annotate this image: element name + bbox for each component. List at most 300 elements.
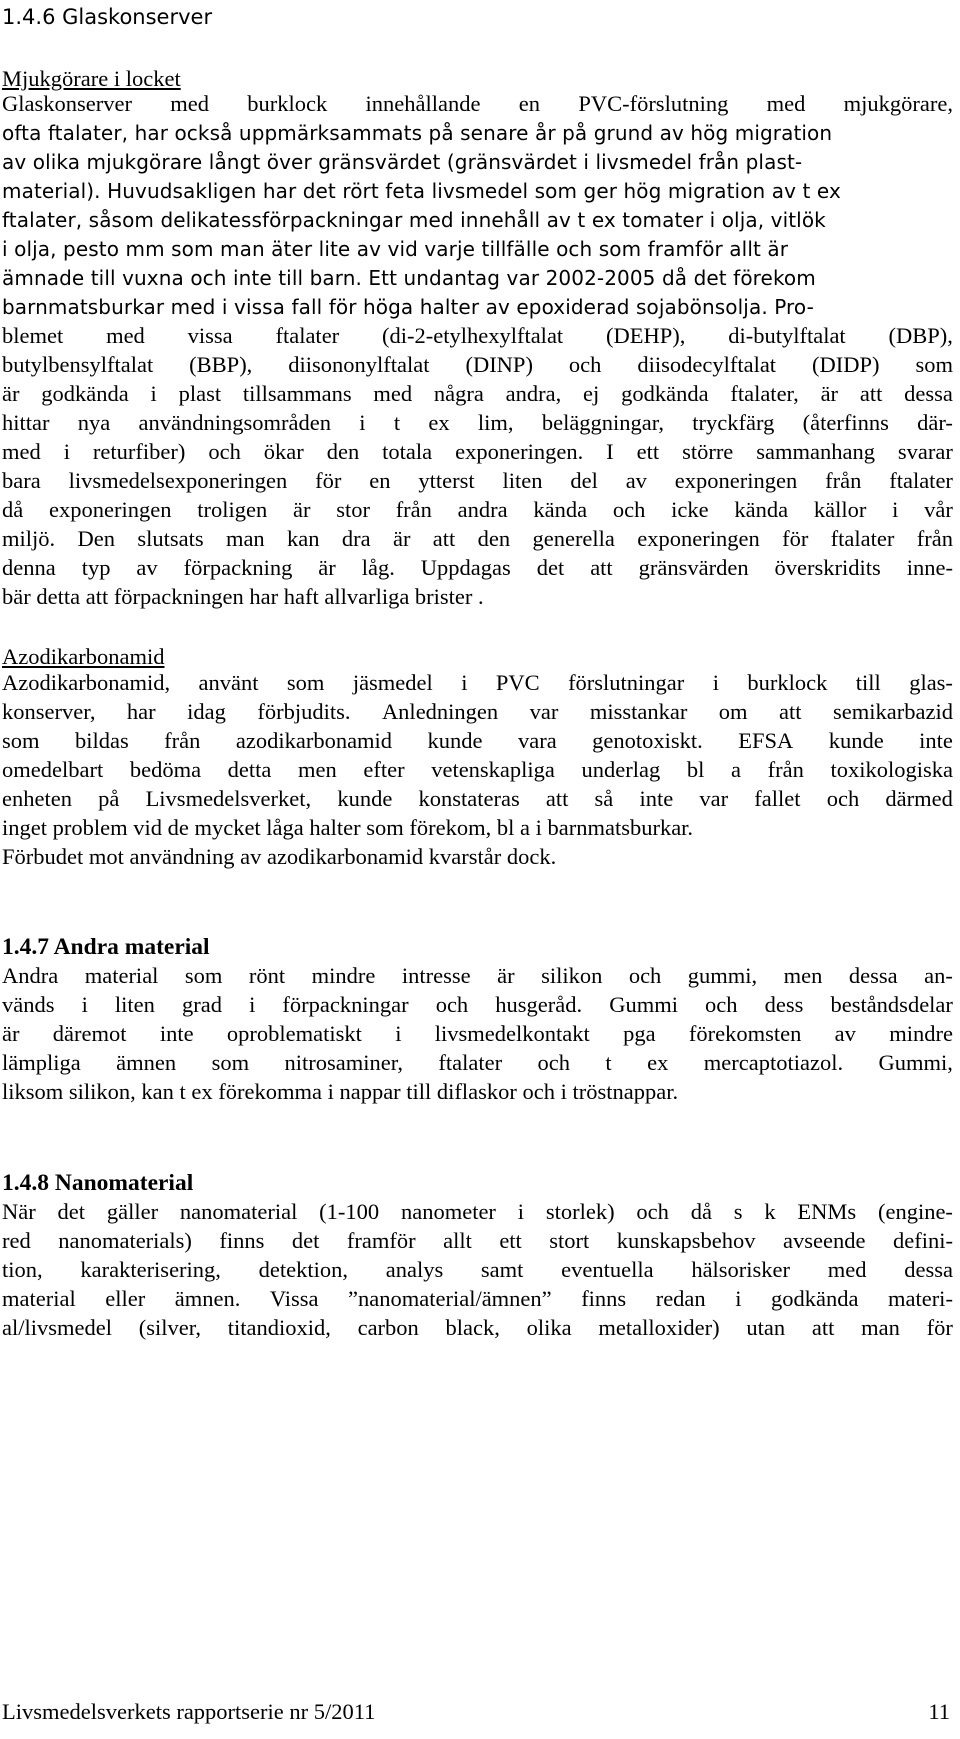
word: är <box>2 1021 20 1046</box>
word: efter <box>363 757 405 782</box>
word: silikon <box>541 963 603 988</box>
word: från <box>164 728 201 753</box>
word: dessa <box>904 381 953 406</box>
word: analys <box>385 1257 444 1282</box>
word: för <box>782 526 809 551</box>
word: bedöma <box>129 757 202 782</box>
word: exponeringen <box>49 497 172 522</box>
word: jäsmedel <box>352 670 433 695</box>
word: (1-100 <box>319 1199 380 1224</box>
word: avseende <box>783 1228 866 1253</box>
word: av <box>834 1021 856 1046</box>
text-line: i olja, pesto mm som man äter lite av vid varje tillfälle och som framför allt är <box>2 237 789 261</box>
word: intresse <box>401 963 471 988</box>
word: lämpliga <box>2 1050 81 1075</box>
word: ftalater <box>438 1050 503 1075</box>
word: inne- <box>906 555 953 580</box>
word: innehållande <box>365 91 481 116</box>
subheading-mjukgorare: Mjukgörare i locket <box>2 66 181 91</box>
word: där- <box>917 410 953 435</box>
word: i <box>249 992 256 1017</box>
word: ftalater <box>889 468 953 493</box>
word: finns <box>581 1286 627 1311</box>
word: som <box>2 728 40 753</box>
text-line <box>2 437 953 467</box>
word: i <box>395 1021 402 1046</box>
word: kända <box>533 497 588 522</box>
word: inte <box>639 786 674 811</box>
word: troligen <box>197 497 268 522</box>
word: Uppdagas <box>420 555 511 580</box>
word: som <box>211 1050 250 1075</box>
word: returfiber) <box>92 439 186 464</box>
word: är <box>820 381 839 406</box>
text-line: ämnade till vuxna och inte till barn. Ett undantag var 2002-2005 då det förekom <box>2 266 816 290</box>
word: exponeringen. <box>455 439 584 464</box>
word: godkända <box>770 1286 859 1311</box>
word: och <box>705 992 738 1017</box>
word: några <box>433 381 484 406</box>
word: tillsammans <box>242 381 352 406</box>
word: t <box>393 410 401 435</box>
word: grad <box>182 992 222 1017</box>
text-line <box>2 553 953 583</box>
word: men <box>783 963 823 988</box>
word: kunde <box>427 728 483 753</box>
word: på <box>98 786 120 811</box>
word: och <box>208 439 241 464</box>
word: ex <box>428 410 450 435</box>
word: a <box>730 757 741 782</box>
word: (silver, <box>138 1315 201 1340</box>
word: nya <box>77 410 111 435</box>
word: källor <box>813 497 867 522</box>
word: an- <box>924 963 953 988</box>
word: Anledningen <box>381 699 499 724</box>
section-heading-1-4-8: 1.4.8 Nanomaterial <box>2 1170 194 1196</box>
word: då <box>690 1199 712 1224</box>
word: ämnen. <box>174 1286 241 1311</box>
word: hittar <box>2 410 50 435</box>
word: (di-2-etylhexylftalat <box>382 323 564 348</box>
word: beståndsdelar <box>830 992 953 1017</box>
word: ENMs <box>797 1199 857 1224</box>
text-line <box>2 321 953 351</box>
word: gäller <box>106 1199 159 1224</box>
word: Gummi, <box>878 1050 953 1075</box>
text-line <box>2 408 953 438</box>
word: totala <box>382 439 433 464</box>
word: samt <box>480 1257 524 1282</box>
text-line: ftalater, såsom delikatessförpackningar med innehåll av t ex tomater i olja, vitlök <box>2 208 826 232</box>
word: ex <box>647 1050 669 1075</box>
word: burklock <box>247 91 328 116</box>
word: miljö. <box>2 526 56 551</box>
word: att <box>811 1315 835 1340</box>
word: vänds <box>2 992 55 1017</box>
word: PVC-förslutning <box>578 91 729 116</box>
word: vår <box>924 497 953 522</box>
word: förpackning <box>183 555 293 580</box>
word: att <box>545 786 569 811</box>
word: av <box>136 555 158 580</box>
word: storlek) <box>545 1199 615 1224</box>
word: gränsvärden <box>638 555 749 580</box>
word: omedelbart <box>2 757 104 782</box>
text-line <box>2 784 953 814</box>
word: tryckfärg <box>692 410 775 435</box>
word: till <box>855 670 881 695</box>
page-footer <box>2 1699 950 1725</box>
word: defini- <box>892 1228 953 1253</box>
word: om <box>718 699 748 724</box>
word: förpackningar <box>282 992 409 1017</box>
text-line: Förbudet mot användning av azodikarbonamid kvarstår dock. <box>2 844 557 869</box>
word: (DEHP), <box>606 323 686 348</box>
word: Andra <box>2 963 59 988</box>
word: I <box>606 439 614 464</box>
text-line: av olika mjukgörare långt över gränsvärdet (gränsvärdet i livsmedel från plast- <box>2 150 803 174</box>
text-line <box>2 350 953 380</box>
word: (engine- <box>877 1199 953 1224</box>
word: ftalater <box>275 323 340 348</box>
word: använt <box>198 670 259 695</box>
word: metalloxider) <box>598 1315 720 1340</box>
text-line <box>2 1313 953 1343</box>
word: godkända <box>41 381 129 406</box>
word: ftalater <box>830 526 895 551</box>
word: al/livsmedel <box>2 1315 112 1340</box>
word: från <box>825 468 862 493</box>
word: idag <box>187 699 226 724</box>
word: (DINP) <box>465 352 533 377</box>
word: (DBP), <box>888 323 953 348</box>
word: olika <box>526 1315 572 1340</box>
word: har <box>126 699 156 724</box>
text-line <box>2 1226 953 1256</box>
text-line <box>2 697 953 727</box>
word: nanometer <box>400 1199 496 1224</box>
word: denna <box>2 555 56 580</box>
word: EFSA <box>738 728 794 753</box>
subheading-azodikarbonamid: Azodikarbonamid <box>2 644 165 669</box>
word: oproblematiskt <box>226 1021 362 1046</box>
word: generella <box>532 526 615 551</box>
word: med <box>170 91 209 116</box>
word: i <box>517 1199 525 1224</box>
word: (återfinns <box>802 410 889 435</box>
word: allt <box>443 1228 472 1253</box>
word: genotoxiskt. <box>592 728 703 753</box>
word: underlag <box>581 757 661 782</box>
word: detta <box>227 757 272 782</box>
word: är <box>292 497 311 522</box>
word: ett <box>499 1228 522 1253</box>
word: sammanhang <box>756 439 875 464</box>
word: ej <box>583 381 600 406</box>
word: nanomaterials) <box>58 1228 192 1253</box>
word: carbon <box>357 1315 419 1340</box>
word: överskridits <box>774 555 881 580</box>
word: är <box>392 526 411 551</box>
word: (DIDP) <box>812 352 880 377</box>
word: från <box>767 757 804 782</box>
word: Vissa <box>269 1286 319 1311</box>
word: mjukgörare, <box>843 91 953 116</box>
word: man <box>861 1315 900 1340</box>
text-line: bär detta att förpackningen har haft allvarliga brister . <box>2 584 484 609</box>
text-line: material). Huvudsakligen har det rört feta livsmedel som ger hög migration av t ex <box>2 179 841 203</box>
word: andra <box>457 497 508 522</box>
text-line <box>2 379 953 409</box>
word: i <box>712 670 719 695</box>
word: kända <box>734 497 789 522</box>
word: användningsområden <box>138 410 331 435</box>
word: detektion, <box>258 1257 348 1282</box>
text-line <box>2 961 953 991</box>
word: var <box>699 786 729 811</box>
word: däremot <box>52 1021 127 1046</box>
word: del <box>570 468 598 493</box>
word: vetenskapliga <box>431 757 555 782</box>
word: svarar <box>897 439 953 464</box>
word: kunde <box>337 786 393 811</box>
word: det <box>291 1228 320 1253</box>
word: att <box>779 699 802 724</box>
word: dess <box>764 992 804 1017</box>
word: och <box>435 992 469 1017</box>
word: plast <box>178 381 222 406</box>
word: eventuella <box>561 1257 654 1282</box>
word: för <box>315 468 342 493</box>
word: (BBP), <box>189 352 253 377</box>
word: diisodecylftalat <box>637 352 777 377</box>
text-line <box>2 668 953 698</box>
word: som <box>286 670 325 695</box>
word: framför <box>346 1228 416 1253</box>
word: ytterst <box>418 468 475 493</box>
word: det <box>536 555 565 580</box>
word: livsmedelkontakt <box>434 1021 590 1046</box>
word: Den <box>77 526 115 551</box>
text-line <box>2 990 953 1020</box>
word: stor <box>336 497 370 522</box>
word: glas- <box>909 670 953 695</box>
word: semikarbazid <box>833 699 953 724</box>
word: och <box>826 786 860 811</box>
word: med <box>827 1257 867 1282</box>
word: är <box>318 555 336 580</box>
word: material <box>84 963 159 988</box>
text-line: inget problem vid de mycket låga halter som förekom, bl a i barnmatsburkar. <box>2 815 694 840</box>
word: då <box>2 497 24 522</box>
word: misstankar <box>589 699 688 724</box>
text-line <box>2 466 953 496</box>
word: di-butylftalat <box>728 323 846 348</box>
word: stort <box>549 1228 590 1253</box>
word: för <box>926 1315 953 1340</box>
word: förslutningar <box>568 670 685 695</box>
word: i <box>81 992 88 1017</box>
word: det <box>57 1199 86 1224</box>
word: och <box>568 352 602 377</box>
word: PVC <box>495 670 540 695</box>
word: i <box>892 497 899 522</box>
word: andra, <box>505 381 562 406</box>
text-line: barnmatsburkar med i vissa fall för höga halter av epoxiderad sojabönsolja. Pro- <box>2 295 814 319</box>
word: mercaptotiazol. <box>703 1050 844 1075</box>
text-line <box>2 524 953 554</box>
word: den <box>326 439 360 464</box>
word: burklock <box>747 670 828 695</box>
word: i <box>735 1286 742 1311</box>
word: mindre <box>311 963 376 988</box>
word: titandioxid, <box>227 1315 331 1340</box>
word: som <box>184 963 223 988</box>
word: livsmedelsexponeringen <box>68 468 288 493</box>
word: dessa <box>848 963 898 988</box>
word: bara <box>2 468 41 493</box>
word: är <box>497 963 515 988</box>
word: lim, <box>477 410 514 435</box>
word: därmed <box>885 786 953 811</box>
word: azodikarbonamid <box>235 728 393 753</box>
word: med <box>373 381 413 406</box>
word: dra <box>341 526 371 551</box>
word: bildas <box>74 728 129 753</box>
word: den <box>477 526 511 551</box>
word: Glaskonserver <box>2 91 132 116</box>
word: men <box>298 757 337 782</box>
word: redan <box>655 1286 706 1311</box>
word: större <box>682 439 734 464</box>
text-line <box>2 755 953 785</box>
text-line <box>2 89 953 119</box>
word: red <box>2 1228 31 1253</box>
word: kan <box>287 526 320 551</box>
word: med <box>2 439 41 464</box>
word: är <box>2 381 20 406</box>
text-line <box>2 1284 953 1314</box>
word: inte <box>919 728 953 753</box>
word: black, <box>445 1315 500 1340</box>
word: och <box>628 963 662 988</box>
word: liten <box>502 468 543 493</box>
word: hälsorisker <box>691 1257 791 1282</box>
word: vara <box>517 728 557 753</box>
word: mindre <box>889 1021 953 1046</box>
word: enheten <box>2 786 72 811</box>
word: dessa <box>904 1257 953 1282</box>
word: var <box>529 699 559 724</box>
word: i <box>461 670 468 695</box>
word: bl <box>686 757 705 782</box>
word: Azodikarbonamid, <box>2 670 171 695</box>
word: utan <box>746 1315 786 1340</box>
word: att <box>432 526 456 551</box>
word: kunde <box>828 728 884 753</box>
word: vissa <box>187 323 233 348</box>
word: en <box>518 91 541 116</box>
text-line <box>2 1048 953 1078</box>
word: kunskapsbehov <box>616 1228 756 1253</box>
text-line: liksom silikon, kan t ex förekomma i nappar till diflaskor och i tröstnappar. <box>2 1079 679 1104</box>
word: som <box>915 352 953 377</box>
word: slutsats <box>137 526 204 551</box>
word: man <box>225 526 265 551</box>
word: från <box>395 497 432 522</box>
word: diisononylftalat <box>288 352 430 377</box>
word: fallet <box>754 786 801 811</box>
word: konstateras <box>418 786 520 811</box>
word: en <box>369 468 391 493</box>
word: att <box>859 381 883 406</box>
word: husgeråd. <box>495 992 583 1017</box>
word: Gummi <box>609 992 678 1017</box>
word: karakterisering, <box>80 1257 221 1282</box>
word: pga <box>623 1021 656 1046</box>
word: blemet <box>2 323 64 348</box>
word: icke <box>671 497 709 522</box>
word: exponeringen <box>674 468 798 493</box>
word: nitrosaminer, <box>284 1050 403 1075</box>
word: konserver, <box>2 699 96 724</box>
text-line <box>2 1255 953 1285</box>
text-line <box>2 495 953 525</box>
word: typ <box>81 555 111 580</box>
word: ett <box>636 439 660 464</box>
word: eller <box>105 1286 146 1311</box>
word: butylbensylftalat <box>2 352 154 377</box>
word: exponeringen <box>637 526 760 551</box>
word: med <box>766 91 806 116</box>
word: När <box>2 1199 36 1224</box>
word: s <box>733 1199 743 1224</box>
footer-page-number: 11 <box>928 1699 950 1724</box>
word: ämnen <box>116 1050 177 1075</box>
word: tion, <box>2 1257 43 1282</box>
word: i <box>150 381 157 406</box>
text-line <box>2 726 953 756</box>
word: finns <box>219 1228 265 1253</box>
word: med <box>106 323 145 348</box>
word: ftalater, <box>730 381 799 406</box>
word: k <box>764 1199 776 1224</box>
word: gummi, <box>687 963 758 988</box>
word: i <box>63 439 70 464</box>
word: beläggningar, <box>541 410 665 435</box>
footer-series: Livsmedelsverkets rapportserie nr 5/2011 <box>2 1699 376 1724</box>
word: och <box>537 1050 570 1075</box>
word: Livsmedelsverket, <box>145 786 312 811</box>
word: material <box>2 1286 76 1311</box>
word: att <box>590 555 613 580</box>
word: nanomaterial <box>179 1199 298 1224</box>
word: förbjudits. <box>257 699 351 724</box>
word: ökar <box>263 439 304 464</box>
word: och <box>612 497 646 522</box>
word: liten <box>114 992 155 1017</box>
word: och <box>636 1199 669 1224</box>
word: från <box>916 526 953 551</box>
word: godkända <box>621 381 709 406</box>
text-line <box>2 1197 953 1227</box>
word: låg. <box>361 555 395 580</box>
text-line: ofta ftalater, har också uppmärksammats på senare år på grund av hög migration <box>2 121 833 145</box>
word: rönt <box>248 963 286 988</box>
word: toxikologiska <box>830 757 953 782</box>
text-line <box>2 1019 953 1049</box>
